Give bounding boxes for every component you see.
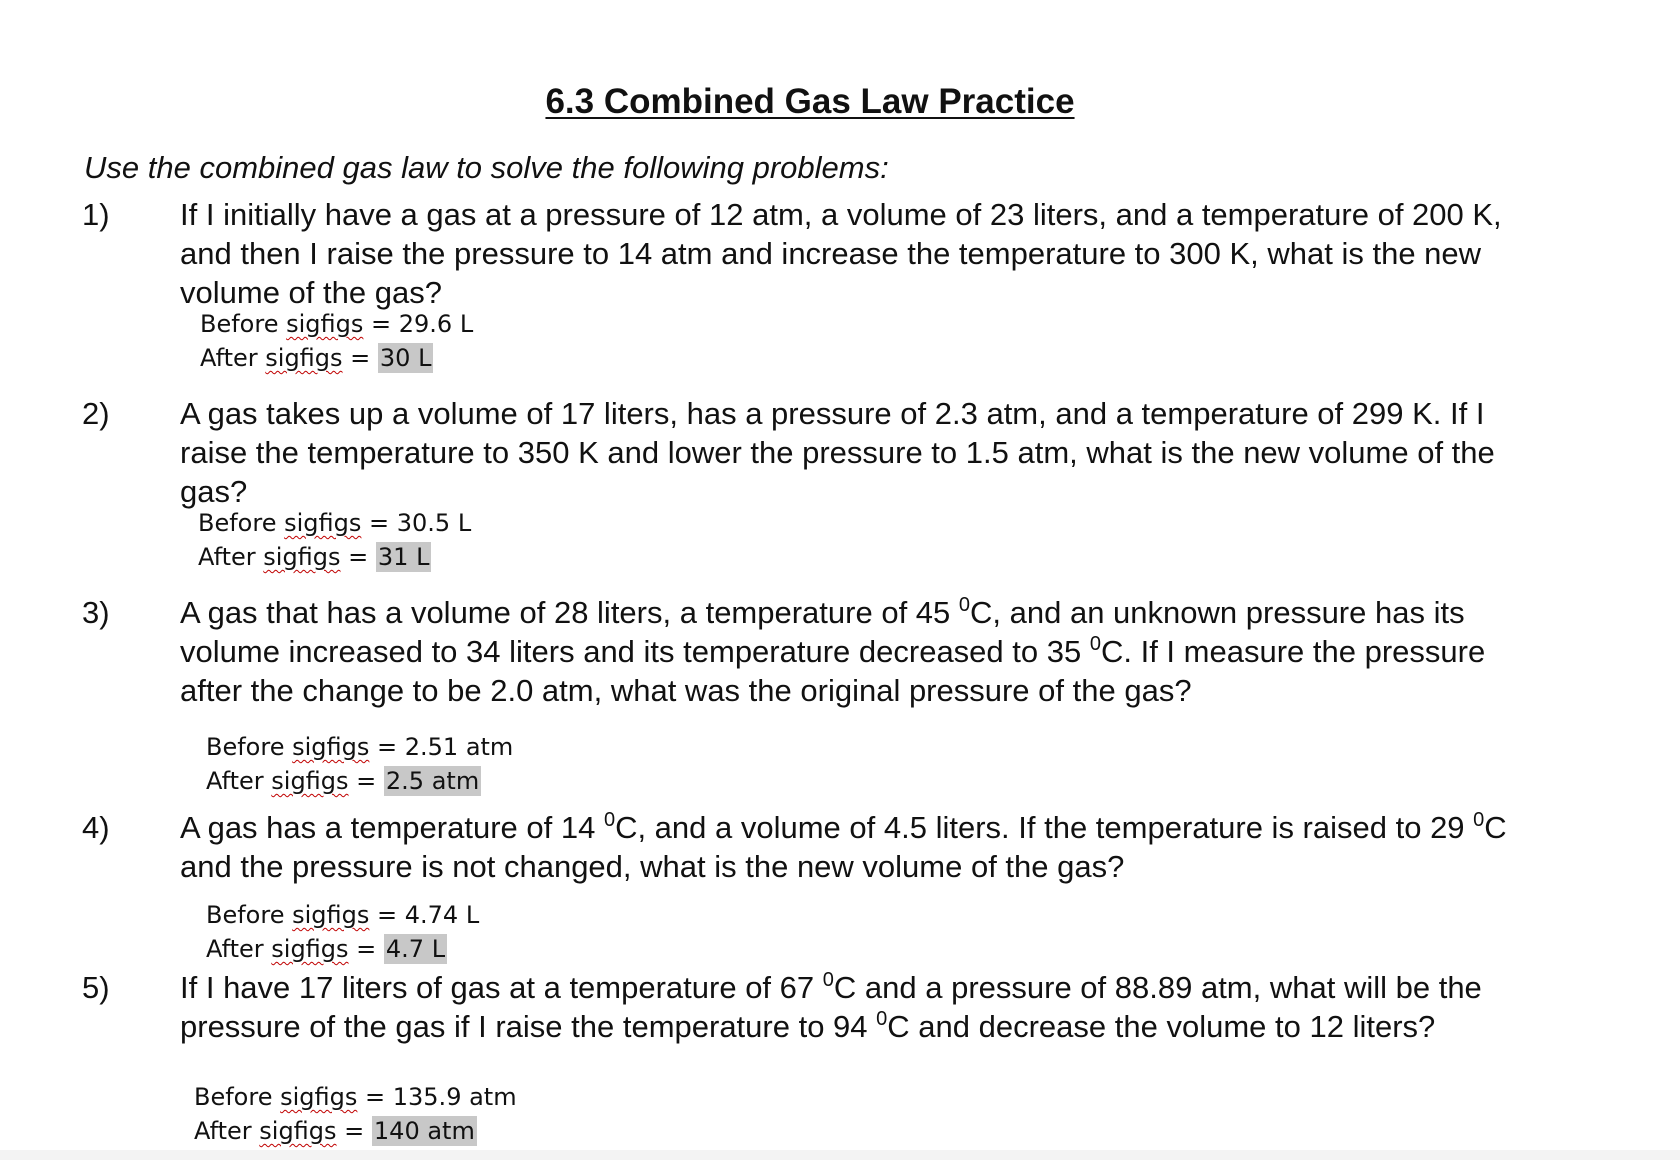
problem-text-run: C, and an unknown pressure has its volume increased to 34 liters and its temperature decreased to 35 xyxy=(180,595,1465,669)
sigfigs-word: sigfigs xyxy=(271,935,349,963)
after-label: After xyxy=(194,1117,260,1145)
equals: = xyxy=(336,1117,372,1145)
before-label: Before xyxy=(198,509,285,537)
sigfigs-word: sigfigs xyxy=(280,1083,358,1111)
problem-text-run: C, and a volume of 4.5 liters. If the temperature is raised to 29 xyxy=(615,810,1474,845)
problem-number: 1) xyxy=(82,197,110,232)
equals: = xyxy=(348,767,384,795)
after-label: After xyxy=(200,344,266,372)
equals: = xyxy=(342,344,378,372)
degree-superscript: 0 xyxy=(822,969,834,991)
problem-text xyxy=(180,593,1550,710)
equals: = xyxy=(348,935,384,963)
degree-superscript: 0 xyxy=(603,809,616,831)
problem-number: 5) xyxy=(82,970,110,1005)
degree-superscript: 0 xyxy=(876,1008,888,1030)
problem-text-run: C. If I measure the pressure after the change to be 2.0 atm, what was the original pressure of the gas? xyxy=(180,634,1486,708)
sigfigs-word: sigfigs xyxy=(292,901,370,929)
before-sigfigs-line xyxy=(206,898,479,932)
after-value: 30 L xyxy=(379,344,432,372)
sigfigs-word: sigfigs xyxy=(265,344,343,372)
before-value: 4.74 L xyxy=(404,901,480,929)
after-sigfigs-line xyxy=(194,1114,477,1148)
problem-text xyxy=(180,195,1550,312)
instructions: Use the combined gas law to solve the following problems: xyxy=(84,150,889,185)
sigfigs-word: sigfigs xyxy=(263,543,341,571)
problem-text xyxy=(180,968,1550,1046)
page-bottom-edge xyxy=(0,1150,1680,1160)
sigfigs-word: sigfigs xyxy=(292,733,370,761)
after-label: After xyxy=(198,543,264,571)
sigfigs-word: sigfigs xyxy=(259,1117,337,1145)
before-label: Before xyxy=(206,901,293,929)
before-value: 2.51 atm xyxy=(404,733,514,761)
after-label: After xyxy=(206,935,272,963)
after-label: After xyxy=(206,767,272,795)
equals: = xyxy=(363,310,399,338)
problem-number: 2) xyxy=(82,396,110,431)
after-sigfigs-line xyxy=(206,932,447,966)
problem-text-run: If I initially have a gas at a pressure of 12 atm, a volume of 23 liters, and a temperature of 200 K, and then I raise the pressure to 14 atm and increase the temperature to 300 K, what is the new volume of the gas? xyxy=(180,197,1502,310)
degree-superscript: 0 xyxy=(958,594,971,616)
degree-superscript: 0 xyxy=(1473,809,1485,831)
equals: = xyxy=(340,543,376,571)
degree-superscript: 0 xyxy=(1089,633,1101,655)
after-sigfigs-line xyxy=(206,764,481,798)
problem-text xyxy=(180,394,1550,511)
before-value: 135.9 atm xyxy=(392,1083,517,1111)
sigfigs-word: sigfigs xyxy=(271,767,349,795)
before-sigfigs-line xyxy=(200,307,473,341)
after-value: 4.7 L xyxy=(385,935,446,963)
before-sigfigs-line xyxy=(194,1080,517,1114)
problem-text-run: A gas has a temperature of 14 xyxy=(180,810,604,845)
problem-text-run: C and decrease the volume to 12 liters? xyxy=(887,1009,1436,1044)
problem-text-run: C and a pressure of 88.89 atm, what will be the pressure of the gas if I raise the temperature to 94 xyxy=(180,970,1482,1044)
equals: = xyxy=(361,509,397,537)
before-value: 29.6 L xyxy=(398,310,474,338)
before-label: Before xyxy=(194,1083,281,1111)
after-value: 140 atm xyxy=(373,1117,475,1145)
problem-text-run: A gas that has a volume of 28 liters, a temperature of 45 xyxy=(180,595,959,630)
equals: = xyxy=(369,901,405,929)
before-sigfigs-line xyxy=(198,506,471,540)
problem-text xyxy=(180,808,1550,886)
sigfigs-word: sigfigs xyxy=(286,310,364,338)
before-value: 30.5 L xyxy=(396,509,472,537)
problem-text-run: If I have 17 liters of gas at a temperature of 67 xyxy=(180,970,823,1005)
before-label: Before xyxy=(200,310,287,338)
problem-number: 3) xyxy=(82,595,110,630)
after-value: 2.5 atm xyxy=(385,767,480,795)
page-title: 6.3 Combined Gas Law Practice xyxy=(545,82,1075,121)
after-value: 31 L xyxy=(377,543,430,571)
equals: = xyxy=(369,733,405,761)
problem-text-run: A gas takes up a volume of 17 liters, has a pressure of 2.3 atm, and a temperature of 299 K. If I raise the temperature to 350 K and lower the pressure to 1.5 atm, what is the new volume of the gas? xyxy=(180,396,1495,509)
after-sigfigs-line xyxy=(200,341,433,375)
after-sigfigs-line xyxy=(198,540,431,574)
before-label: Before xyxy=(206,733,293,761)
problem-text-run: C and the pressure is not changed, what is the new volume of the gas? xyxy=(180,810,1507,884)
equals: = xyxy=(357,1083,393,1111)
before-sigfigs-line xyxy=(206,730,513,764)
sigfigs-word: sigfigs xyxy=(284,509,362,537)
problem-number: 4) xyxy=(82,810,110,845)
